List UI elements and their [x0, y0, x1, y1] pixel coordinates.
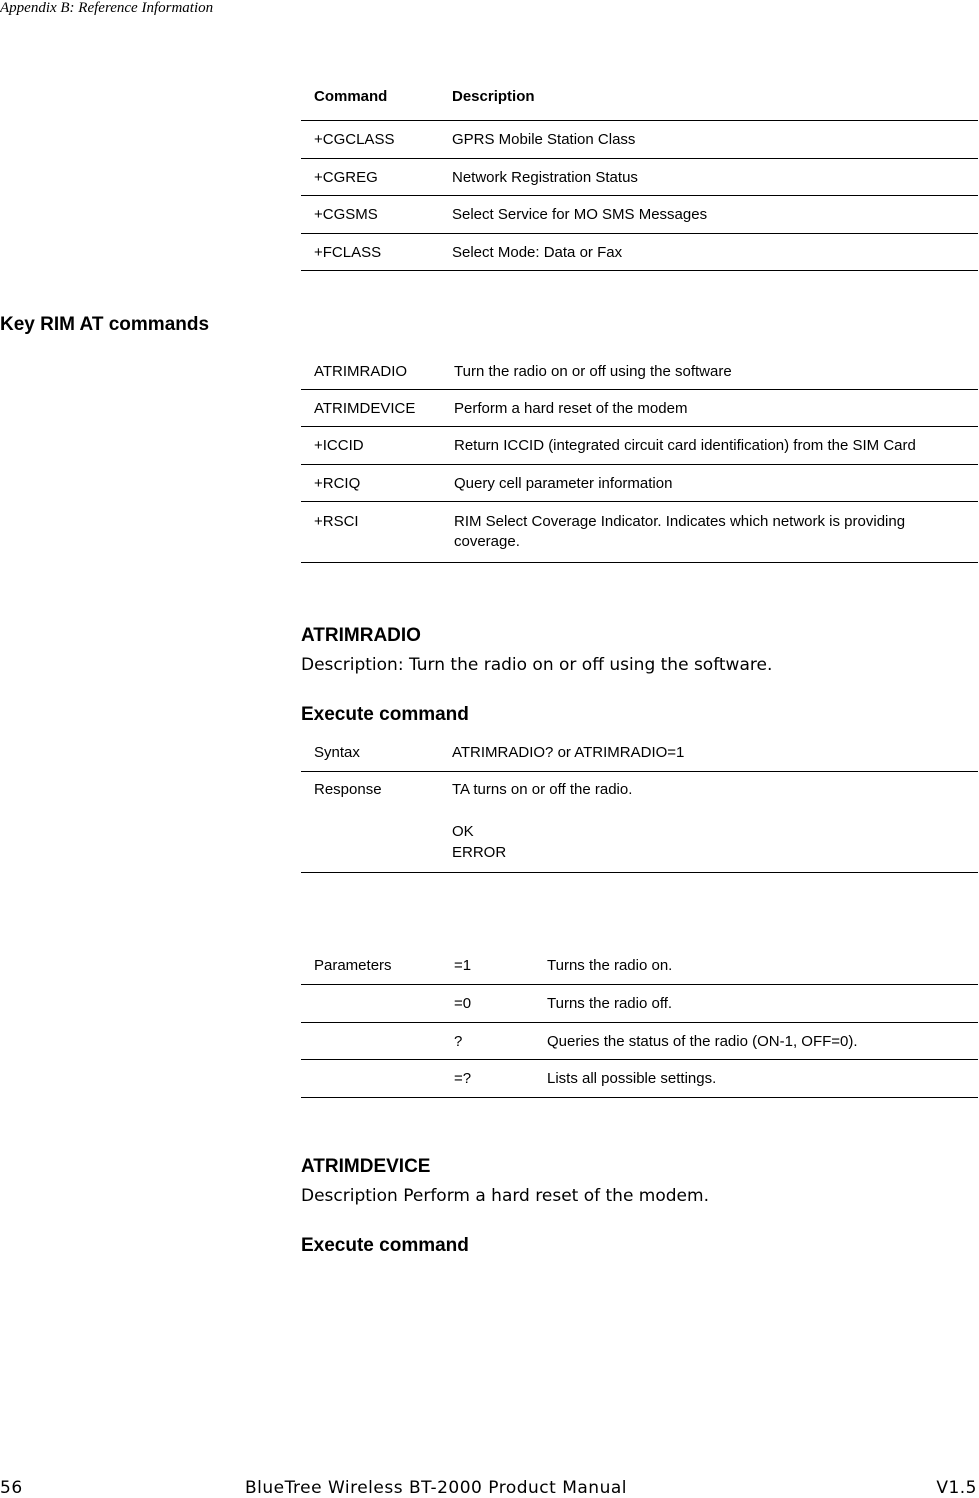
parameter-description: Lists all possible settings.: [547, 1070, 717, 1087]
description-cell: Turn the radio on or off using the software: [454, 363, 732, 380]
command-cell: ATRIMRADIO: [314, 363, 408, 380]
table-header-row: [301, 80, 978, 121]
section-title-key-rim-commands: Key RIM AT commands: [0, 314, 210, 335]
parameter-value: =0: [454, 995, 472, 1012]
atrimradio-parameters-table: [301, 947, 978, 1098]
command-cell: +CGREG: [314, 169, 378, 186]
command-cell: ATRIMDEVICE: [314, 400, 416, 417]
parameter-row: [301, 1023, 978, 1060]
table-row: [301, 352, 978, 390]
parameters-label: Parameters: [314, 957, 392, 974]
parameter-row: [301, 985, 978, 1023]
syntax-label: Syntax: [314, 744, 360, 761]
command-cell: +RCIQ: [314, 475, 361, 492]
response-ok: OK: [452, 823, 474, 840]
command-cell: +FCLASS: [314, 244, 382, 261]
description-cell: Query cell parameter information: [454, 475, 673, 492]
response-label: Response: [314, 781, 382, 798]
parameter-value: =?: [454, 1070, 472, 1087]
manual-title: BlueTree Wireless BT-2000 Product Manual: [245, 1478, 627, 1498]
response-row: [301, 772, 978, 873]
atrimradio-description: Description: Turn the radio on or off using the software.: [301, 655, 773, 675]
syntax-value: ATRIMRADIO? or ATRIMRADIO=1: [452, 744, 685, 761]
description-cell-continuation: coverage.: [454, 533, 520, 550]
table-row: [301, 196, 978, 234]
description-cell: Select Service for MO SMS Messages: [452, 206, 708, 223]
description-cell: Return ICCID (integrated circuit card identification) from the SIM Card: [454, 437, 916, 454]
table-row: [301, 390, 978, 427]
description-cell: Select Mode: Data or Fax: [452, 244, 623, 261]
description-cell: RIM Select Coverage Indicator. Indicates which network is providing: [454, 513, 906, 530]
table-row: [301, 159, 978, 196]
running-header: Appendix B: Reference Information: [0, 0, 214, 16]
column-header-command: Command: [314, 88, 388, 105]
command-cell: +CGSMS: [314, 206, 378, 223]
parameter-value: =1: [454, 957, 472, 974]
table-row: [301, 234, 978, 271]
command-table: [301, 80, 978, 271]
description-cell: Network Registration Status: [452, 169, 638, 186]
parameter-description: Queries the status of the radio (ON-1, OFF=0).: [547, 1033, 858, 1050]
page-number: 56: [0, 1478, 23, 1498]
table-row: [301, 427, 978, 465]
atrimradio-title: ATRIMRADIO: [301, 625, 421, 646]
parameter-value: ?: [454, 1033, 463, 1050]
table-row: [301, 121, 978, 159]
atrimdevice-title: ATRIMDEVICE: [301, 1156, 431, 1177]
atrimradio-syntax-table: [301, 734, 978, 873]
command-cell: +RSCI: [314, 513, 359, 530]
atrimdevice-execute-heading: Execute command: [301, 1235, 469, 1256]
response-error: ERROR: [452, 844, 507, 861]
atrimradio-execute-heading: Execute command: [301, 704, 469, 725]
response-line: TA turns on or off the radio.: [452, 781, 633, 798]
table-row: [301, 465, 978, 502]
description-cell: Perform a hard reset of the modem: [454, 400, 688, 417]
column-header-description: Description: [452, 88, 535, 105]
command-cell: +ICCID: [314, 437, 364, 454]
key-rim-table: [301, 352, 978, 563]
description-cell: GPRS Mobile Station Class: [452, 131, 636, 148]
parameter-description: Turns the radio off.: [547, 995, 673, 1012]
atrimdevice-description: Description Perform a hard reset of the modem.: [301, 1186, 709, 1206]
syntax-row: [301, 734, 978, 772]
parameter-row: [301, 947, 978, 985]
command-cell: +CGCLASS: [314, 131, 395, 148]
parameter-row: [301, 1060, 978, 1098]
table-row: [301, 502, 978, 563]
version: V1.5: [936, 1478, 977, 1498]
parameter-description: Turns the radio on.: [547, 957, 673, 974]
